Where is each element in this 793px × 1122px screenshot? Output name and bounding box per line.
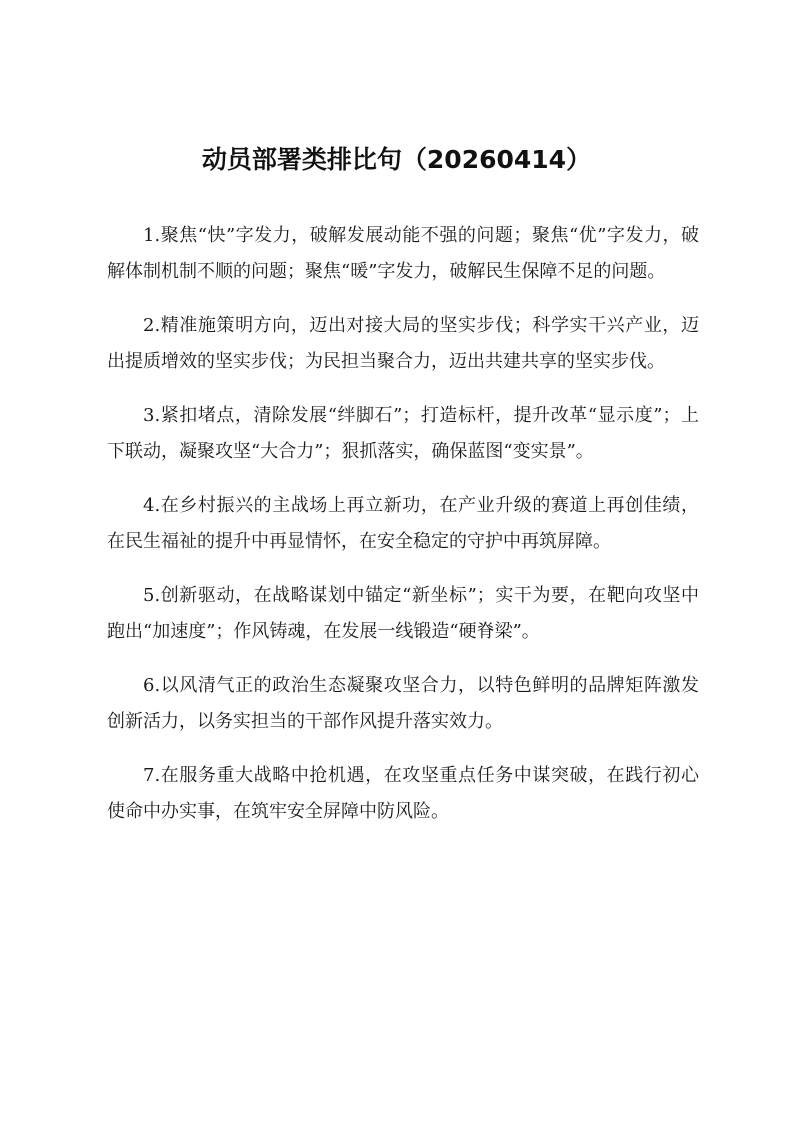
paragraph-6: 6.以风清气正的政治生态凝聚攻坚合力，以特色鲜明的品牌矩阵激发创新活力，以务实担当的干部作风提升落实效力。 <box>107 675 699 732</box>
paragraph-5: 5.创新驱动，在战略谋划中锚定“新坐标”；实干为要，在靶向攻坚中跑出“加速度”；作风铸魂，在发展一线锻造“硬脊梁”。 <box>107 585 699 642</box>
document-title: 动员部署类排比句（20260414） <box>201 145 592 174</box>
paragraph-3: 3.紧扣堵点，清除发展“绊脚石”；打造标杆，提升改革“显示度”；上下联动，凝聚攻坚“大合力”；狠抓落实，确保蓝图“变实景”。 <box>107 405 699 462</box>
paragraph-4: 4.在乡村振兴的主战场上再立新功，在产业升级的赛道上再创佳绩，在民生福祉的提升中再显情怀，在安全稳定的守护中再筑屏障。 <box>107 495 699 552</box>
paragraph-1: 1.聚焦“快”字发力，破解发展动能不强的问题；聚焦“优”字发力，破解体制机制不顺的问题；聚焦“暖”字发力，破解民生保障不足的问题。 <box>107 225 699 282</box>
document-body <box>107 218 699 848</box>
paragraph-2: 2.精准施策明方向，迈出对接大局的坚实步伐；科学实干兴产业，迈出提质增效的坚实步伐；为民担当聚合力，迈出共建共享的坚实步伐。 <box>107 315 699 372</box>
paragraph-7: 7.在服务重大战略中抢机遇，在攻坚重点任务中谋突破，在践行初心使命中办实事，在筑牢安全屏障中防风险。 <box>107 765 699 822</box>
